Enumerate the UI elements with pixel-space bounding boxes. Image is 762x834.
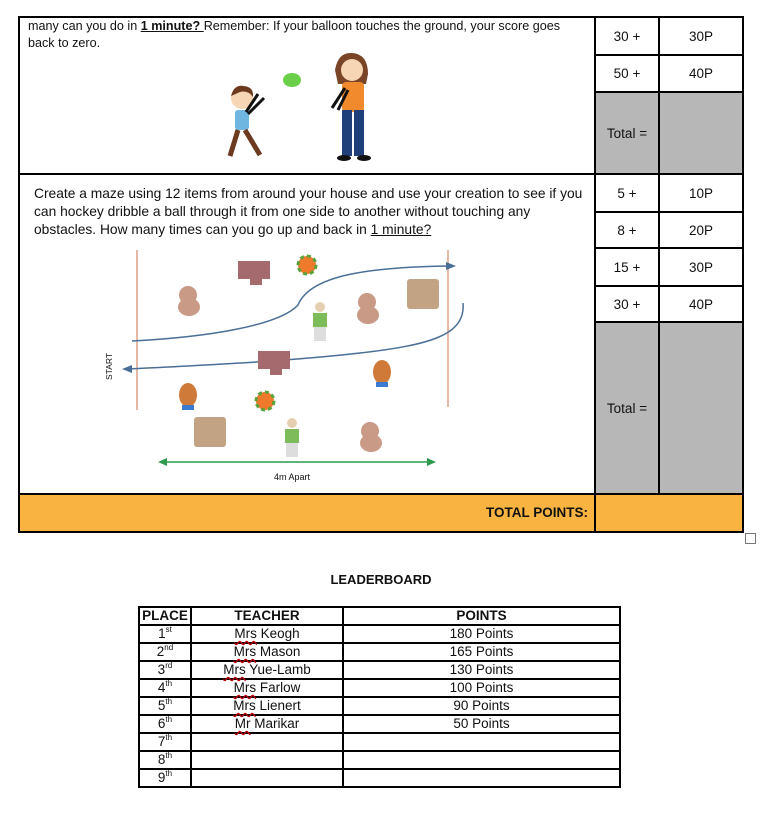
teddy-bear-icon [360,422,382,452]
teacher-cell[interactable] [191,697,343,715]
teacher-title: Mrs [233,680,257,695]
teacher-cell[interactable] [191,769,343,787]
teacher-title: Mrs [233,698,256,713]
place-suffix: st [165,625,172,634]
teacher-title: Mrs [233,644,257,659]
teacher-title: Mrs [234,626,257,641]
start-label: START [104,352,114,380]
teacher-cell[interactable] [191,661,343,679]
place-cell [139,679,191,697]
points-cell[interactable] [343,733,620,751]
score-count: 30 + [613,28,641,44]
activity2-time-emphasis: 1 minute? [370,222,432,237]
ball-icon [298,256,316,274]
score-points: 10P [688,185,714,201]
place-number: 9 [157,770,166,785]
score-count: 15 + [613,259,641,275]
points-cell[interactable]: 100 Points [343,679,620,697]
leaderboard-row [139,751,620,769]
header-points: POINTS [343,607,620,625]
teacher-cell[interactable] [191,751,343,769]
teacher-name: Mason [256,644,301,659]
woman-figure [332,53,371,161]
leaderboard-table [138,606,621,788]
balloon-icon [283,73,301,87]
maze-diagram [110,245,480,490]
score-count: 50 + [613,66,641,81]
place-cell [139,697,191,715]
total-input-cell[interactable] [660,323,742,493]
score-points: 40P [688,66,714,81]
potato-head-icon [373,360,391,387]
place-suffix: th [165,679,173,688]
teacher-cell[interactable] [191,733,343,751]
teddy-bear-icon [357,293,379,324]
place-number: 4 [157,680,166,695]
leaderboard-row [139,769,620,787]
teacher-name: Yue-Lamb [245,662,311,677]
action-figure-icon [285,418,299,457]
place-suffix: rd [165,661,173,670]
score-points: 40P [688,296,714,312]
activity1-time-emphasis: 1 minute? [140,19,204,33]
armchair-icon [258,351,290,375]
place-cell [139,643,191,661]
total-label: Total = [596,93,658,173]
score-count: 5 + [617,185,637,201]
points-cell[interactable]: 180 Points [343,625,620,643]
place-cell [139,715,191,733]
leaderboard-row [139,643,620,661]
teacher-cell[interactable] [191,679,343,697]
place-suffix: th [165,715,173,724]
place-cell [139,751,191,769]
leaderboard-row [139,697,620,715]
place-cell [139,661,191,679]
children-balloon-illustration [220,50,390,165]
place-number: 2 [156,644,165,659]
path-arrow-return [128,303,463,369]
place-number: 5 [157,698,166,713]
place-cell [139,733,191,751]
teacher-cell[interactable] [191,625,343,643]
points-cell[interactable]: 130 Points [343,661,620,679]
place-cell [139,769,191,787]
teacher-name: Keogh [256,626,300,641]
total-points-label: TOTAL POINTS: [485,505,588,520]
leaderboard-row [139,715,620,733]
leaderboard-row [139,625,620,643]
teacher-name: Lienert [255,698,301,713]
activity2-description: Create a maze using 12 items from around your house and use your creation to see if you can hockey dribble a ball through it from one side to another without touching any obstacles. How many times can you go up and back in 1 minute? [34,186,583,237]
cushion-icon [407,279,439,309]
total-points-input-cell[interactable] [596,495,742,531]
place-number: 7 [157,734,166,749]
leaderboard-row [139,661,620,679]
teacher-title: Mrs [223,662,246,677]
place-number: 1 [158,626,166,641]
points-cell[interactable]: 165 Points [343,643,620,661]
teacher-cell[interactable] [191,715,343,733]
points-cell[interactable]: 90 Points [343,697,620,715]
total-input-cell[interactable] [660,93,742,173]
teacher-name: Marikar [250,716,300,731]
action-figure-icon [313,302,327,341]
header-place: PLACE [139,607,191,625]
points-cell[interactable] [343,751,620,769]
place-suffix: th [165,751,173,760]
leaderboard-title: LEADERBOARD [330,572,432,587]
teacher-title: Mr [234,716,251,731]
place-cell [139,625,191,643]
cushion-icon [194,417,226,447]
activity1-description: many can you do in 1 minute? Remember: If your balloon touches the ground, your score goes back to zero. [28,19,561,50]
place-suffix: th [165,697,173,706]
teddy-bear-icon [178,286,200,316]
leaderboard-row [139,679,620,697]
score-points: 30P [688,28,714,44]
ball-icon [256,392,274,410]
points-cell[interactable]: 50 Points [343,715,620,733]
place-number: 6 [157,716,166,731]
teacher-cell[interactable] [191,643,343,661]
score-points: 30P [688,259,714,275]
potato-head-icon [179,383,197,410]
score-count: 8 + [617,222,637,238]
place-suffix: th [165,769,173,778]
score-points: 20P [688,222,714,238]
table-resize-handle[interactable] [745,533,756,544]
points-cell[interactable] [343,769,620,787]
place-suffix: th [165,733,173,742]
boy-figure [230,86,264,156]
place-number: 3 [157,662,166,677]
place-suffix: nd [164,643,174,652]
teacher-name: Farlow [256,680,301,695]
header-teacher: TEACHER [191,607,343,625]
distance-label: 4m Apart [274,472,311,482]
leaderboard-row [139,733,620,751]
place-number: 8 [157,752,166,767]
armchair-icon [238,261,270,285]
leaderboard-header-row [139,607,620,625]
score-count: 30 + [613,296,641,312]
total-label: Total = [596,323,658,493]
